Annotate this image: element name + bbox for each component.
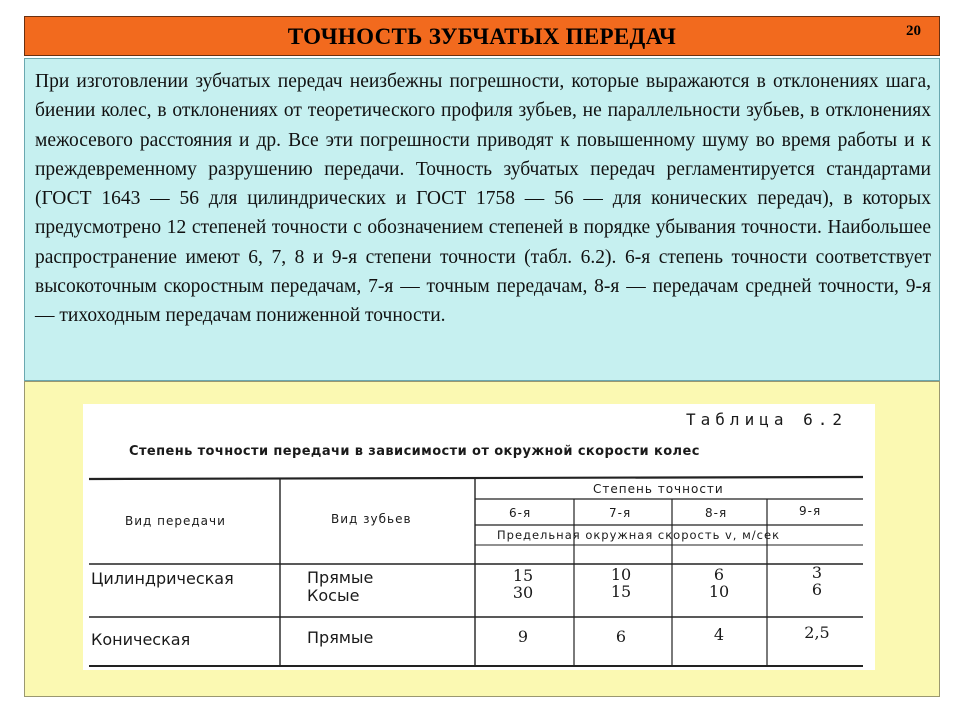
header-teeth-type: Вид зубьев (331, 512, 412, 526)
body-paragraph: При изготовлении зубчатых передач неизбежны погрешности, которые выражаются в отклонениях шага, биении колес, в отклонениях от теоретического профиля зубьев, не параллельности зубьев, в отклонениях межосевого расстояния и др. Все эти погрешности приводят к повышенному шуму во время работы и к преждевременному разрушению передачи. Точность зубчатых передач регламентируется стандартами (ГОСТ 1643 — 56 для цилиндрических и ГОСТ 1758 — 56 — для конических передач), в которых предусмотрено 12 степеней точности с обозначением степеней в порядке убывания точности. Наибольшее распространение имеют 6, 7, 8 и 9-я степени точности (табл. 6.2). 6-я степень точности соответствует высокоточным скоростным передачам, 7-я — точным передачам, 8-я — передачам средней точности, 9-я — тихоходным передачам пониженной точности. (35, 71, 931, 327)
table-panel (24, 381, 940, 697)
header-degree-7: 7-я (609, 506, 632, 520)
table-title: Степень точности передачи в зависимости от окружной скорости колес (129, 444, 700, 459)
cell-cyl-deg6: 15 30 (512, 566, 534, 602)
table-top-rule (89, 477, 863, 479)
cell-cyl-deg8: 6 10 (708, 565, 730, 601)
header-degree-8: 8-я (705, 506, 728, 520)
cell-cyl-deg7: 10 15 (610, 565, 632, 601)
cell-con-deg8: 4 (713, 625, 725, 644)
cell-con-deg9: 2,5 (804, 623, 830, 642)
row-cylindrical-type: Цилиндрическая (91, 569, 234, 588)
row-cylindrical-teeth: Прямые Косые (307, 568, 374, 605)
slide-title: ТОЧНОСТЬ ЗУБЧАТЫХ ПЕРЕДАЧ (287, 24, 677, 49)
table-caption: Таблица 6.2 (686, 410, 847, 429)
cell-con-deg7: 6 (615, 627, 627, 646)
header-degree-9: 9-я (799, 504, 822, 518)
slide-header (24, 16, 940, 56)
page-number: 20 (906, 23, 921, 39)
header-transmission-type: Вид передачи (125, 514, 226, 528)
cell-cyl-deg9: 3 6 (811, 563, 823, 599)
header-degree-6: 6-я (509, 506, 532, 520)
table-scan (83, 404, 875, 670)
cell-con-deg6: 9 (517, 627, 529, 646)
row-conical-type: Коническая (91, 630, 191, 649)
header-accuracy-degree: Степень точности (593, 482, 724, 496)
text-panel (24, 58, 940, 381)
header-speed-limit: Предельная окружная скорость v, м/сек (497, 528, 781, 542)
row-conical-teeth: Прямые (307, 628, 374, 647)
